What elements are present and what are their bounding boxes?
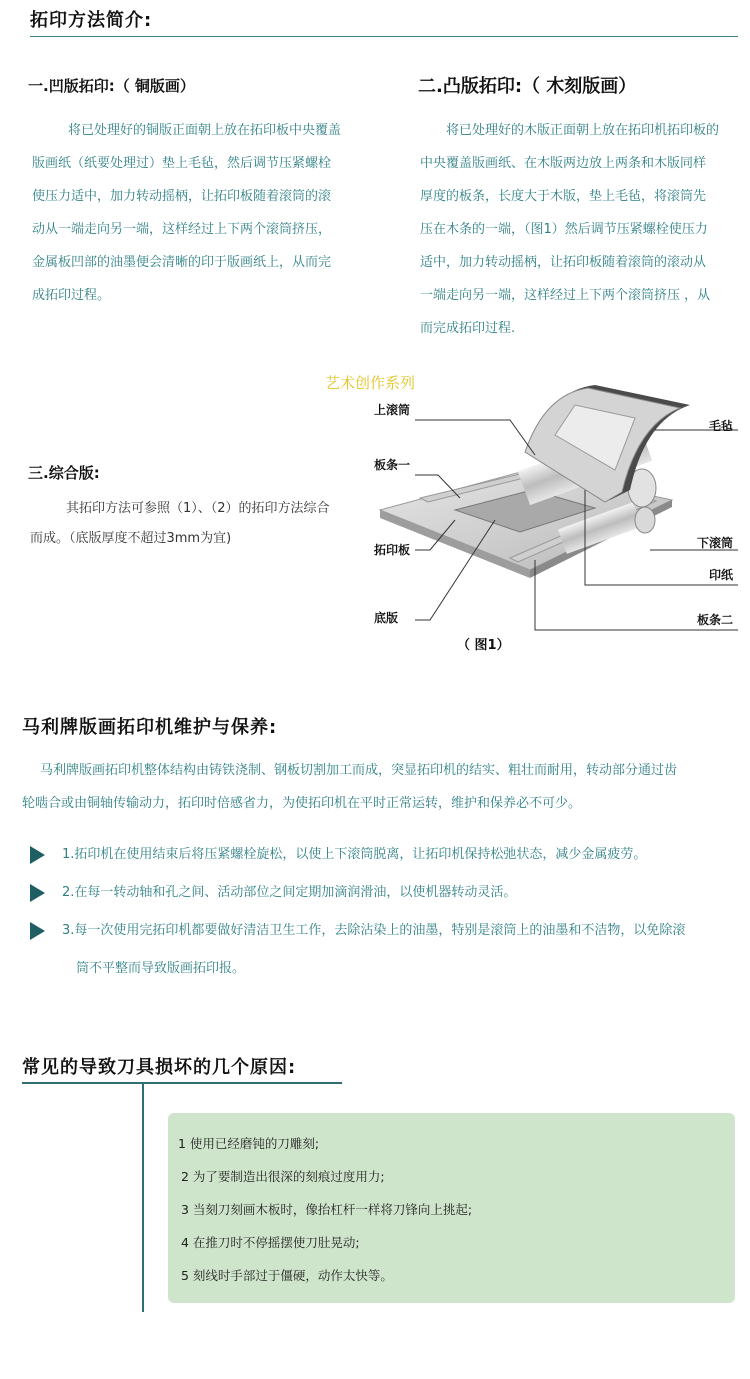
text-line: 成拓印过程。 (32, 288, 111, 303)
section-title-tool-damage: 常见的导致刀具损坏的几个原因: (22, 1057, 297, 1078)
text-line: 马利牌版画拓印机整体结构由铸铁浇制、钢板切割加工而成，突显拓印机的结实、粗壮而耐用，转动部分通过齿 (40, 763, 678, 778)
reason-item: 4 在推刀时不停摇摆使刀肚晃动; (181, 1235, 360, 1250)
text-line: 而成。（底版厚度不超过3mm为宜) (30, 531, 232, 546)
bullet-triangle-icon (30, 884, 45, 902)
label-print-board: 拓印板 (374, 543, 411, 557)
label-print-paper: 印纸 (709, 568, 734, 582)
title-underline (22, 1082, 342, 1084)
maintenance-item-3: 3.每一次使用完拓印机都要做好清洁卫生工作，去除沾染上的油墨，特别是滚筒上的油墨和不洁物，以免除滚 (62, 923, 686, 938)
section-title-methods: 拓印方法简介: (30, 10, 153, 31)
text-line: 将已处理好的木版正面朝上放在拓印机拓印板的 (446, 123, 720, 138)
reasons-list (178, 1127, 718, 1292)
label-felt: 毛毡 (709, 419, 734, 433)
label-bottom-roller: 下滚筒 (697, 536, 734, 550)
text-line: 其拓印方法可参照（1）、（2）的拓印方法综合 (66, 501, 330, 516)
press-diagram (360, 380, 750, 660)
relief-body (420, 114, 745, 345)
text-line: 金属板凹部的油墨便会清晰的印于版画纸上，从而完 (32, 255, 332, 270)
intaglio-body (32, 114, 392, 312)
text-line: 一端走向另一端，这样经过上下两个滚筒挤压 ，从 (420, 288, 711, 303)
reason-item: 1 使用已经磨钝的刀雕刻; (178, 1136, 320, 1151)
text-line: 适中，加力转动摇柄，让拓印板随着滚筒的滚动从 (420, 255, 707, 270)
text-line: 轮啮合或由铜轴传输动力，拓印时倍感省力，为使拓印机在平时正常运转，维护和保养必不可少。 (22, 796, 582, 811)
combined-heading: 三.综合版: (28, 464, 100, 482)
text-line: 厚度的板条，长度大于木版，垫上毛毡，将滚筒先 (420, 189, 707, 204)
maintenance-item-3-cont: 筒不平整而导致版画拓印报。 (76, 961, 246, 976)
reason-item: 2 为了要制造出很深的刻痕过度用力; (181, 1169, 385, 1184)
label-base-plate: 底版 (374, 611, 399, 625)
label-strip-two: 板条二 (697, 613, 734, 627)
relief-heading: 二.凸版拓印:（ 木刻版画） (418, 76, 637, 97)
leader-top-roller (415, 420, 535, 455)
intaglio-heading: 一.凹版拓印:（ 铜版画） (28, 77, 195, 95)
text-line: 压在木条的一端，（图1）然后调节压紧螺栓使压力 (420, 222, 708, 237)
text-line: 中央覆盖版画纸、在木版两边放上两条和木版同样 (420, 156, 707, 171)
text-line: 动从一端走向另一端，这样经过上下两个滚筒挤压， (32, 222, 332, 237)
text-line: 而完成拓印过程. (420, 321, 516, 336)
label-top-roller: 上滚筒 (374, 403, 411, 417)
reason-item: 3 当刻刀刻画木板时，像抬杠杆一样将刀锋向上挑起; (181, 1202, 473, 1217)
maintenance-item-1: 1.拓印机在使用结束后将压紧螺栓旋松，以使上下滚筒脱离，让拓印机保持松弛状态，减少金属疲劳。 (62, 847, 647, 862)
text-line: 将已处理好的铜版正面朝上放在拓印板中央覆盖 (68, 123, 342, 138)
watermark-text: 艺术创作系列 (325, 374, 416, 392)
text-line: 版画纸（纸要处理过）垫上毛毡，然后调节压紧螺栓 (32, 156, 332, 171)
title-underline (30, 36, 738, 37)
maintenance-item-2: 2.在每一转动轴和孔之间、活动部位之间定期加滴润滑油，以使机器转动灵活。 (62, 885, 517, 900)
figure-caption: （ 图1） (457, 638, 510, 653)
reason-item: 5 刻线时手部过于僵硬，动作太快等。 (181, 1268, 393, 1283)
combined-body (30, 494, 370, 554)
text-line: 使压力适中，加力转动摇柄，让拓印板随着滚筒的滚 (32, 189, 332, 204)
vertical-divider (142, 1084, 144, 1312)
maintenance-intro (22, 754, 747, 820)
section-title-maintenance: 马利牌版画拓印机维护与保养: (22, 717, 278, 738)
bullet-triangle-icon (30, 846, 45, 864)
label-strip-one: 板条一 (374, 458, 411, 472)
bottom-roller-end (635, 507, 655, 533)
bullet-triangle-icon (30, 922, 45, 940)
